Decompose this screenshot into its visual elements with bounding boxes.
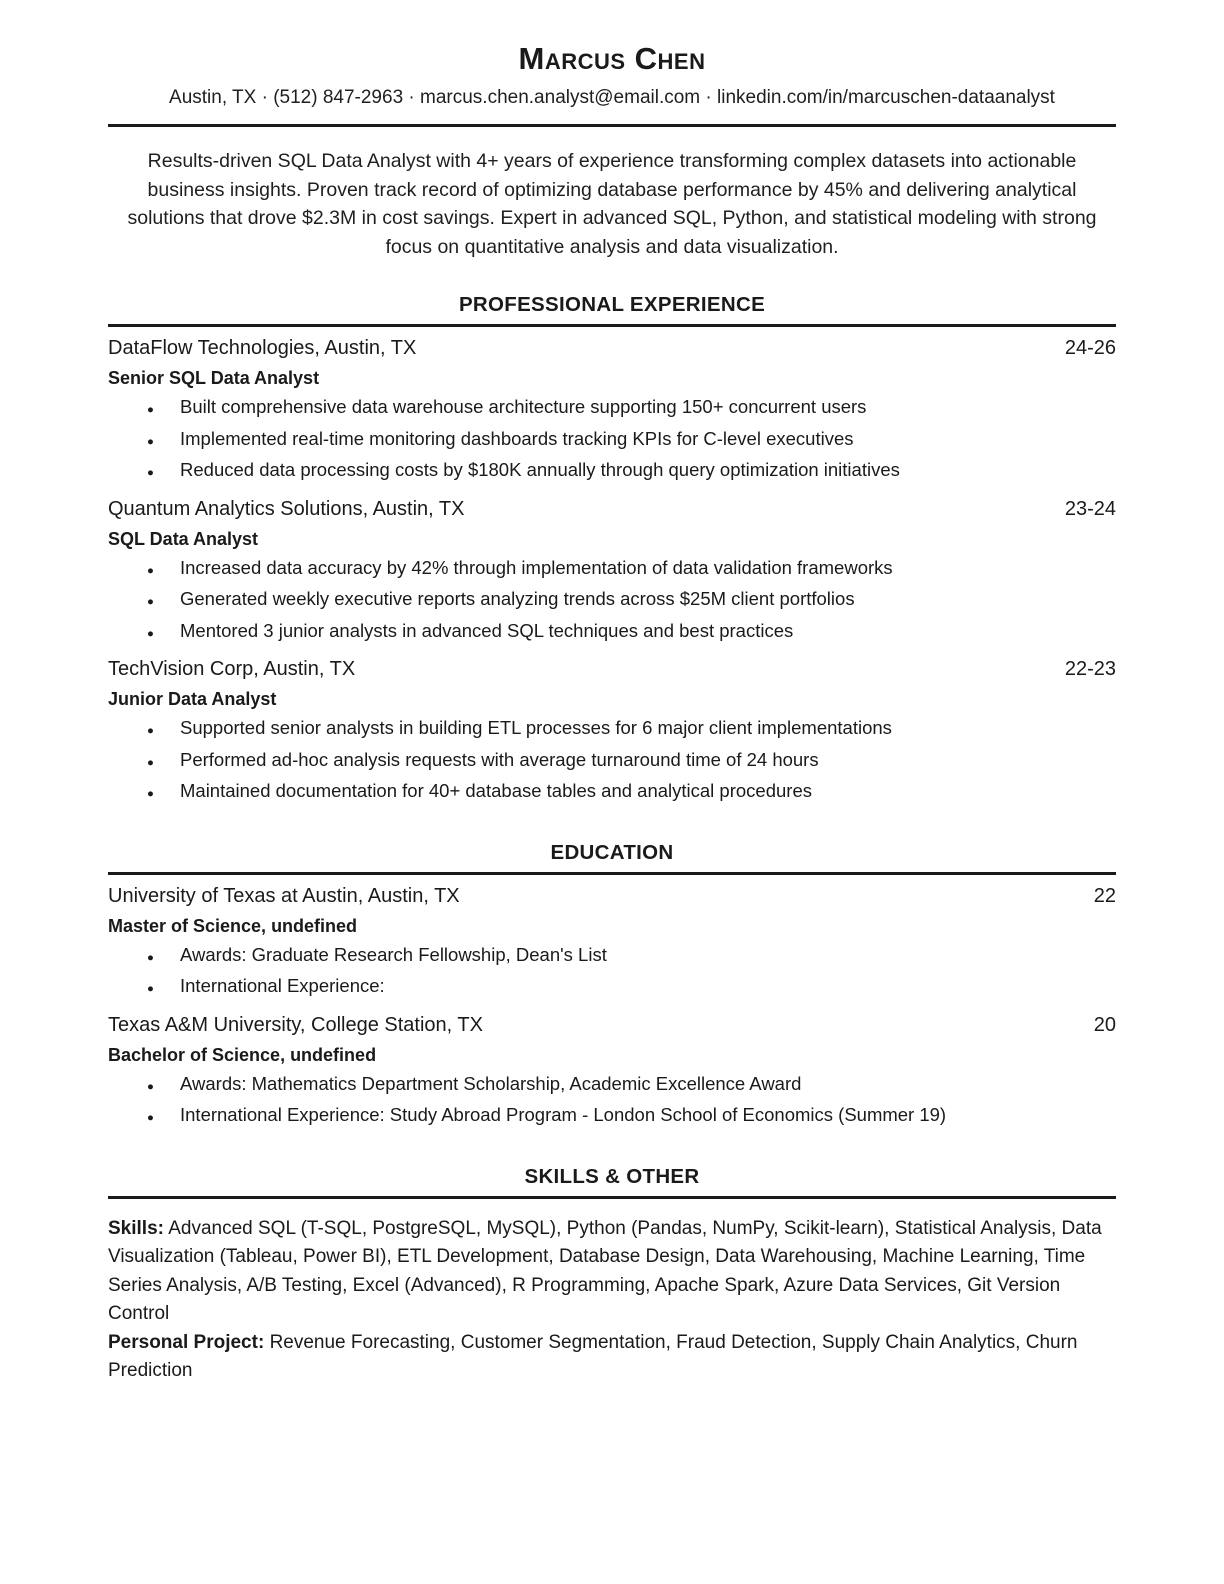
job-title: Junior Data Analyst [108,689,277,709]
skills-line [108,1215,1116,1329]
professional-summary: Results-driven SQL Data Analyst with 4+ years of experience transforming complex datasets into actionable business insights. Proven track record of optimizing database performance by 45% and delivering analytical solutions that drove $2.3M in cost savings. Expert in advanced SQL, Python, and statistical modeling with strong focus on quantitative analysis and data visualization. [127,150,1097,258]
experience-section-title: PROFESSIONAL EXPERIENCE [108,293,1116,327]
list-item: ● International Experience: [147,972,1116,1004]
school-name: Texas A&M University, College Station, TX [108,1013,483,1036]
list-item: ● Maintained documentation for 40+ database tables and analytical procedures [147,777,1116,809]
job-title: SQL Data Analyst [108,528,259,549]
company-name: Quantum Analytics Solutions, Austin, TX [108,497,465,520]
bullet-icon [147,554,180,586]
school-name: University of Texas at Austin, Austin, TX [108,884,460,907]
job-bullet-list [108,393,1116,488]
education-section [108,841,1116,1133]
degree-title: Bachelor of Science, undefined [108,1044,377,1065]
education-entry [108,1012,1116,1133]
list-item: ● International Experience: Study Abroad Program - London School of Economics (Summer 19) [147,1101,1116,1133]
skills-label: Skills: [108,1217,164,1239]
bullet-icon [147,714,180,746]
entry-head [108,883,1116,910]
bullet-icon [147,585,180,617]
graduation-date: 20 [1093,1013,1116,1036]
entry-head [108,335,1116,362]
skills-text: Advanced SQL (T-SQL, PostgreSQL, MySQL), Python (Pandas, NumPy, Scikit-learn), Statistical Analysis, Data Visualization (Tableau, Power BI), ETL Development, Database Design, Data Warehousing, Machine Learning, Time Series Analysis, A/B Testing, Excel (Advanced), R Programming, Apache Spark, Azure Data Services, Git Version Control [108,1217,1102,1324]
list-item: ● Awards: Graduate Research Fellowship, Dean's List [147,941,1116,973]
list-item: ● Awards: Mathematics Department Scholarship, Academic Excellence Award [147,1070,1116,1102]
personal-project-label: Personal Project: [108,1331,265,1353]
job-bullet-list [108,714,1116,809]
entry-head [108,656,1116,683]
list-item: ● Mentored 3 junior analysts in advanced SQL techniques and best practices [147,617,1116,649]
experience-section [108,293,1116,809]
candidate-name: Marcus Chen [518,41,706,76]
employment-dates: 23-24 [1064,497,1116,520]
employment-dates: 22-23 [1064,658,1116,680]
company-name: DataFlow Technologies, Austin, TX [108,337,417,359]
bullet-icon [147,941,180,973]
bullet-icon [147,425,180,457]
job-bullet-list [108,554,1116,649]
skills-section [108,1165,1116,1386]
experience-entry [108,656,1116,809]
degree-title: Master of Science, undefined [108,915,358,936]
list-item: ● Increased data accuracy by 42% through implementation of data validation frameworks [147,554,1116,586]
entry-head [108,496,1116,523]
skills-block [108,1215,1116,1386]
bullet-icon [147,972,180,1004]
contact-line: Austin, TX · (512) 847-2963 · marcus.chen.analyst@email.com · linkedin.com/in/marcuschen-dataanalyst [169,87,1055,108]
bullet-icon [147,1101,180,1133]
skills-section-title: SKILLS & OTHER [108,1165,1116,1199]
bullet-icon [147,777,180,809]
list-item: ● Built comprehensive data warehouse architecture supporting 150+ concurrent users [147,393,1116,425]
education-entry [108,883,1116,1004]
list-item: ● Reduced data processing costs by $180K annually through query optimization initiatives [147,456,1116,488]
bullet-icon [147,617,180,649]
personal-project-text: Revenue Forecasting, Customer Segmentation, Fraud Detection, Supply Chain Analytics, Churn Prediction [108,1331,1078,1381]
education-section-title: EDUCATION [108,841,1116,875]
bullet-icon [147,746,180,778]
entry-head [108,1012,1116,1039]
graduation-date: 22 [1093,884,1116,907]
personal-project-line [108,1329,1116,1386]
job-title: Senior SQL Data Analyst [108,368,320,388]
experience-entry [108,496,1116,649]
list-item: ● Generated weekly executive reports analyzing trends across $25M client portfolios [147,585,1116,617]
bullet-icon [147,1070,180,1102]
list-item: ● Supported senior analysts in building ETL processes for 6 major client implementations [147,714,1116,746]
education-bullet-list [108,941,1116,1004]
company-name: TechVision Corp, Austin, TX [108,658,356,680]
education-bullet-list [108,1070,1116,1133]
list-item: ● Implemented real-time monitoring dashboards tracking KPIs for C-level executives [147,425,1116,457]
employment-dates: 24-26 [1064,337,1116,359]
bullet-icon [147,393,180,425]
resume-header [108,40,1116,127]
bullet-icon [147,456,180,488]
experience-entry [108,335,1116,488]
list-item: ● Performed ad-hoc analysis requests with average turnaround time of 24 hours [147,746,1116,778]
